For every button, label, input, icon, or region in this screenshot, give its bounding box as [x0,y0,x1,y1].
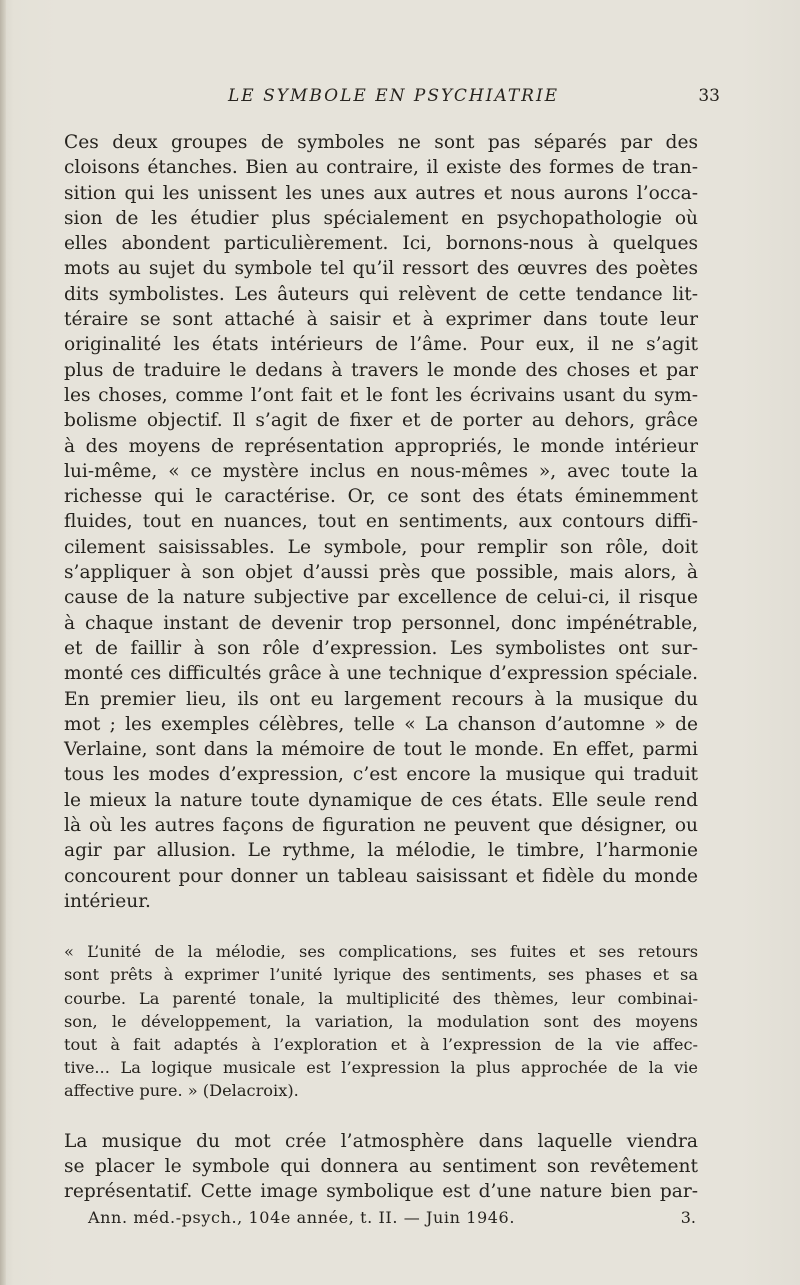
text-line: tive... La logique musicale est l’expression la plus approchée de la vie [64,1058,698,1078]
text-line: là où les autres façons de figuration ne peuvent que désigner, ou [64,815,698,837]
text-line: mots au sujet du symbole tel qu’il ressort des œuvres des poètes [64,258,698,280]
text-line: mot ; les exemples célèbres, telle « La chanson d’automne » de [64,713,698,735]
text-line: En premier lieu, ils ont eu largement recours à la musique du [64,688,698,710]
text-line: sion de les étudier plus spécialement en psychopathologie où [64,207,698,229]
journal-citation: Ann. méd.-psych., 104e année, t. II. — Juin 1946. [88,1208,516,1227]
text-line: tout à fait adaptés à l’exploration et à l’expression de la vie affec- [64,1034,698,1054]
page-footer [88,1208,696,1232]
text-line: et de faillir à son rôle d’expression. Les symbolistes ont sur- [64,637,698,659]
text-line: Ces deux groupes de symboles ne sont pas séparés par des [64,132,698,153]
text-line: à des moyens de représentation appropriés, le monde intérieur [64,435,698,457]
paragraph-1 [64,130,698,914]
page-number: 33 [698,86,720,106]
text-line: sition qui les unissent les unes aux autres et nous aurons l’occa- [64,182,698,204]
text-line: originalité les états intérieurs de l’âme. Pour eux, il ne s’agit [64,334,698,356]
text-line: le mieux la nature toute dynamique de ces états. Elle seule rend [64,789,698,811]
text-line: intérieur. [64,890,151,912]
text-line: elles abondent particulièrement. Ici, bornons-nous à quelques [64,233,698,255]
text-line: lui-même, « ce mystère inclus en nous-mêmes », avec toute la [64,460,698,482]
text-line: plus de traduire le dedans à travers le monde des choses et par [64,359,698,381]
text-line: bolisme objectif. Il s’agit de fixer et de porter au dehors, grâce [64,410,698,432]
block-quote [64,940,698,1102]
text-line: La musique du mot crée l’atmosphère dans laquelle viendra [64,1130,698,1152]
text-line: monté ces difficultés grâce à une technique d’expression spéciale. [64,663,698,685]
page-header [60,86,720,110]
text-line: tous les modes d’expression, c’est encore la musique qui traduit [64,764,698,786]
text-line: cilement saisissables. Le symbole, pour remplir son rôle, doit [64,536,698,558]
text-line: richesse qui le caractérise. Or, ce sont des états éminemment [64,486,698,508]
text-line: dits symbolistes. Les âuteurs qui relèvent de cette tendance lit- [64,283,698,305]
text-line: représentatif. Cette image symbolique est d’une nature bien par- [64,1181,698,1203]
text-line: agir par allusion. Le rythme, la mélodie, le timbre, l’harmonie [64,840,698,862]
text-line: Verlaine, sont dans la mémoire de tout le monde. En effet, parmi [64,739,698,761]
text-line: son, le développement, la variation, la modulation sont des moyens [64,1011,698,1031]
text-line: à chaque instant de devenir trop personnel, donc impénétrable, [64,612,698,634]
text-line: sont prêts à exprimer l’unité lyrique des sentiments, ses phases et sa [64,965,698,985]
paragraph-2 [64,1129,698,1205]
text-line: affective pure. » (Delacroix). [64,1081,299,1101]
page-binding-edge [0,0,6,1285]
text-line: « L’unité de la mélodie, ses complications, ses fuites et ses retours [64,942,698,962]
signature-mark: 3. [680,1208,696,1227]
running-title: LE SYMBOLE EN PSYCHIATRIE [228,86,560,106]
text-line: concourent pour donner un tableau saisissant et fidèle du monde [64,865,698,887]
text-line: se placer le symbole qui donnera au sentiment son revêtement [64,1155,698,1177]
text-line: téraire se sont attaché à saisir et à exprimer dans toute leur [64,309,698,331]
text-line: cause de la nature subjective par excellence de celui-ci, il risque [64,587,698,609]
text-line: s’appliquer à son objet d’aussi près que possible, mais alors, à [64,562,698,584]
text-line: cloisons étanches. Bien au contraire, il existe des formes de tran- [64,157,698,179]
body-text [64,130,698,1204]
text-line: fluides, tout en nuances, tout en sentiments, aux contours diffi- [64,511,698,533]
text-line: courbe. La parenté tonale, la multiplicité des thèmes, leur combinai- [64,988,698,1008]
text-line: les choses, comme l’ont fait et le font les écrivains usant du sym- [64,384,698,406]
